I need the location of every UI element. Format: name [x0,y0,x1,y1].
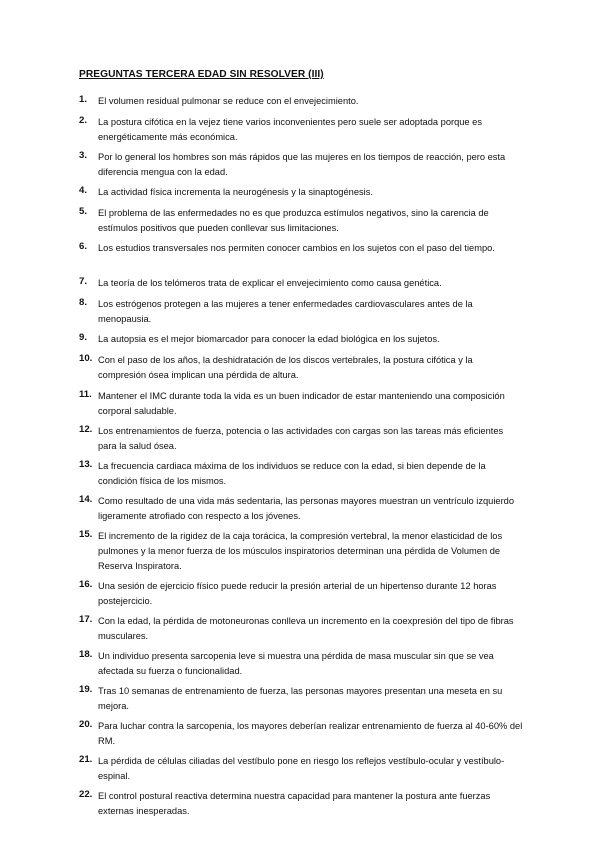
question-text: La autopsia es el mejor biomarcador para conocer la edad biológica en los sujetos. [98,334,440,344]
question-number: 14. [79,494,93,505]
question-number: 12. [79,424,93,435]
question-text: La actividad física incrementa la neurogénesis y la sinaptogénesis. [98,187,373,197]
question-number: 20. [79,719,93,730]
question-text: Por lo general los hombres son más rápidos que las mujeres en los tiempos de reacción, pero esta diferencia mengua con la edad. [98,152,506,177]
question-number: 13. [79,459,93,470]
question-number: 8. [79,297,88,308]
question-number: 9. [79,332,88,343]
question-number: 11. [79,389,92,400]
question-number: 4. [79,185,88,196]
question-text: El problema de las enfermedades no es que produzca estímulos negativos, sino la carencia de estímulos positivos que pueden conllevar sus limitaciones. [98,208,489,233]
question-text: Mantener el IMC durante toda la vida es un buen indicador de estar manteniendo una composición corporal saludable. [98,391,505,416]
question-text: La pérdida de células ciliadas del vestíbulo pone en riesgo los reflejos vestíbulo-ocular y vestíbulo-espinal. [98,756,505,781]
question-text: Tras 10 semanas de entrenamiento de fuerza, las personas mayores presentan una meseta en su mejora. [98,686,503,711]
question-text: Los estudios transversales nos permiten conocer cambios en los sujetos con el paso del tiempo. [98,243,495,253]
question-text: Una sesión de ejercicio físico puede reducir la presión arterial de un hipertenso durante 12 horas postejercicio. [98,581,497,606]
question-text: La frecuencia cardiaca máxima de los individuos se reduce con la edad, si bien depende de la condición física de los mismos. [98,461,486,486]
question-number: 3. [79,150,88,161]
question-text: El incremento de la rigidez de la caja torácica, la compresión vertebral, la menor elasticidad de los pulmones y la menor fuerza de los músculos inspiratorios determinan una pérdida de Volumen de Reserva Inspiratora. [98,531,503,571]
question-text: Como resultado de una vida más sedentaria, las personas mayores muestran un ventrículo izquierdo ligeramente atrofiado con respecto a los jóvenes. [98,496,514,521]
question-text: Con el paso de los años, la deshidratación de los discos vertebrales, la postura cifótica y la compresión ósea implican una pérdida de altura. [98,355,473,380]
question-number: 6. [79,241,88,252]
question-number: 15. [79,529,93,540]
question-text: Con la edad, la pérdida de motoneuronas conlleva un incremento en la coexpresión del tipo de fibras musculares. [98,616,514,641]
question-number: 2. [79,115,88,126]
question-number: 17. [79,614,93,625]
question-text: La teoría de los telómeros trata de explicar el envejecimiento como causa genética. [98,278,442,288]
question-text: Un individuo presenta sarcopenia leve si muestra una pérdida de masa muscular sin que se vea afectada su fuerza o funcionalidad. [98,651,494,676]
question-number: 5. [79,206,88,217]
question-number: 21. [79,754,93,765]
question-text: La postura cifótica en la vejez tiene varios inconvenientes pero suele ser adoptada porque es energéticamente más económica. [98,117,483,142]
question-text: Los entrenamientos de fuerza, potencia o las actividades con cargas son las tareas más eficientes para la salud ósea. [98,426,504,451]
question-number: 10. [79,353,93,364]
question-text: El volumen residual pulmonar se reduce con el envejecimiento. [98,96,359,106]
question-text: Los estrógenos protegen a las mujeres a tener enfermedades cardiovasculares antes de la menopausia. [98,299,473,324]
question-number: 18. [79,649,93,660]
question-number: 22. [79,789,93,800]
question-number: 1. [79,94,88,105]
question-text: El control postural reactiva determina nuestra capacidad para mantener la postura ante fuerzas externas inesperadas. [98,791,491,816]
page-title: PREGUNTAS TERCERA EDAD SIN RESOLVER (III) [79,69,324,80]
question-number: 19. [79,684,93,695]
question-number: 16. [79,579,93,590]
question-number: 7. [79,276,88,287]
question-text: Para luchar contra la sarcopenia, los mayores deberían realizar entrenamiento de fuerza al 40-60% del RM. [98,721,523,746]
